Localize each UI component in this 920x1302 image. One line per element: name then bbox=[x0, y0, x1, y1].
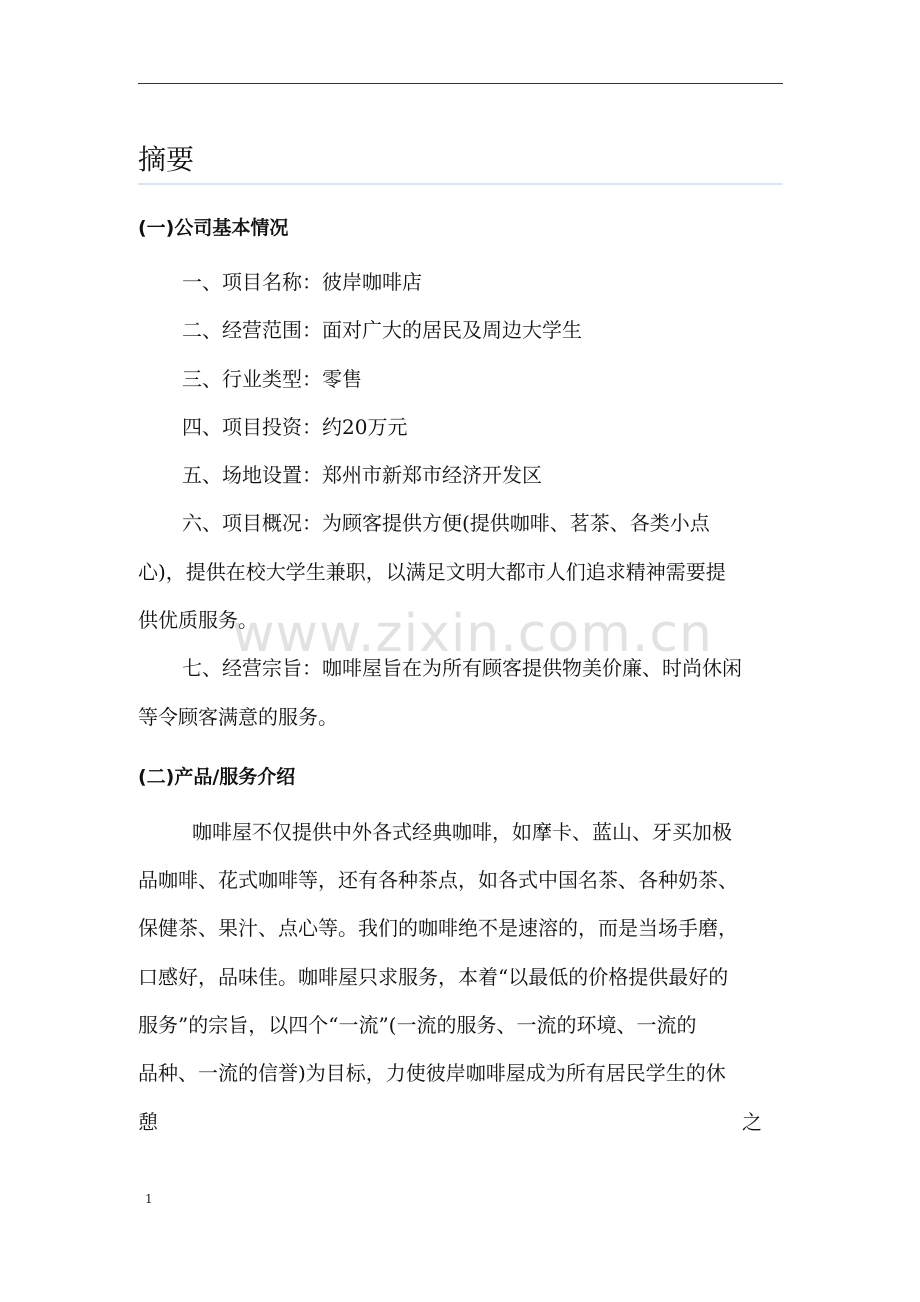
paragraph-line: 之 bbox=[742, 1110, 762, 1134]
paragraph-line: 憩 bbox=[138, 1110, 158, 1134]
paragraph-line: 品咖啡、花式咖啡等，还有各种茶点，如各式中国名茶、各种奶茶、 bbox=[138, 868, 738, 892]
paragraph-line: 咖啡屋不仅提供中外各式经典咖啡，如摩卡、蓝山、牙买加极 bbox=[192, 820, 732, 844]
paragraph-line: 二、经营范围：面对广大的居民及周边大学生 bbox=[182, 318, 582, 342]
paragraph-line: 供优质服务。 bbox=[138, 608, 258, 632]
paragraph-line: 七、经营宗旨：咖啡屋旨在为所有顾客提供物美价廉、时尚休闲 bbox=[182, 656, 742, 680]
paragraph-line: 服务”的宗旨，以四个“一流”(一流的服务、一流的环境、一流的 bbox=[138, 1013, 697, 1037]
section-heading-products-services: (二)产品/服务介绍 bbox=[138, 766, 296, 788]
watermark: www.zixin.com.cn bbox=[232, 604, 713, 664]
paragraph-line: 五、场地设置：郑州市新郑市经济开发区 bbox=[182, 463, 542, 487]
page-title: 摘要 bbox=[138, 143, 195, 176]
paragraph-line: 保健茶、果汁、点心等。我们的咖啡绝不是速溶的，而是当场手磨， bbox=[138, 916, 738, 940]
paragraph-line: 三、行业类型：零售 bbox=[182, 367, 362, 391]
paragraph-line: 等令顾客满意的服务。 bbox=[138, 705, 338, 729]
paragraph-line: 口感好，品味佳。咖啡屋只求服务，本着“以最低的价格提供最好的 bbox=[138, 965, 729, 989]
title-underline bbox=[138, 183, 783, 185]
paragraph-line: 品种、一流的信誉)为目标，力使彼岸咖啡屋成为所有居民学生的休 bbox=[138, 1061, 726, 1085]
paragraph-line: 一、项目名称：彼岸咖啡店 bbox=[182, 270, 422, 294]
paragraph-line: 心)，提供在校大学生兼职，以满足文明大都市人们追求精神需要提 bbox=[138, 560, 726, 584]
paragraph-line: 六、项目概况：为顾客提供方便(提供咖啡、茗茶、各类小点 bbox=[182, 511, 710, 535]
page-number: 1 bbox=[145, 1192, 153, 1206]
header-rule bbox=[138, 83, 783, 84]
section-heading-company-overview: (一)公司基本情况 bbox=[138, 217, 289, 239]
paragraph-line: 四、项目投资：约20万元 bbox=[182, 415, 408, 439]
